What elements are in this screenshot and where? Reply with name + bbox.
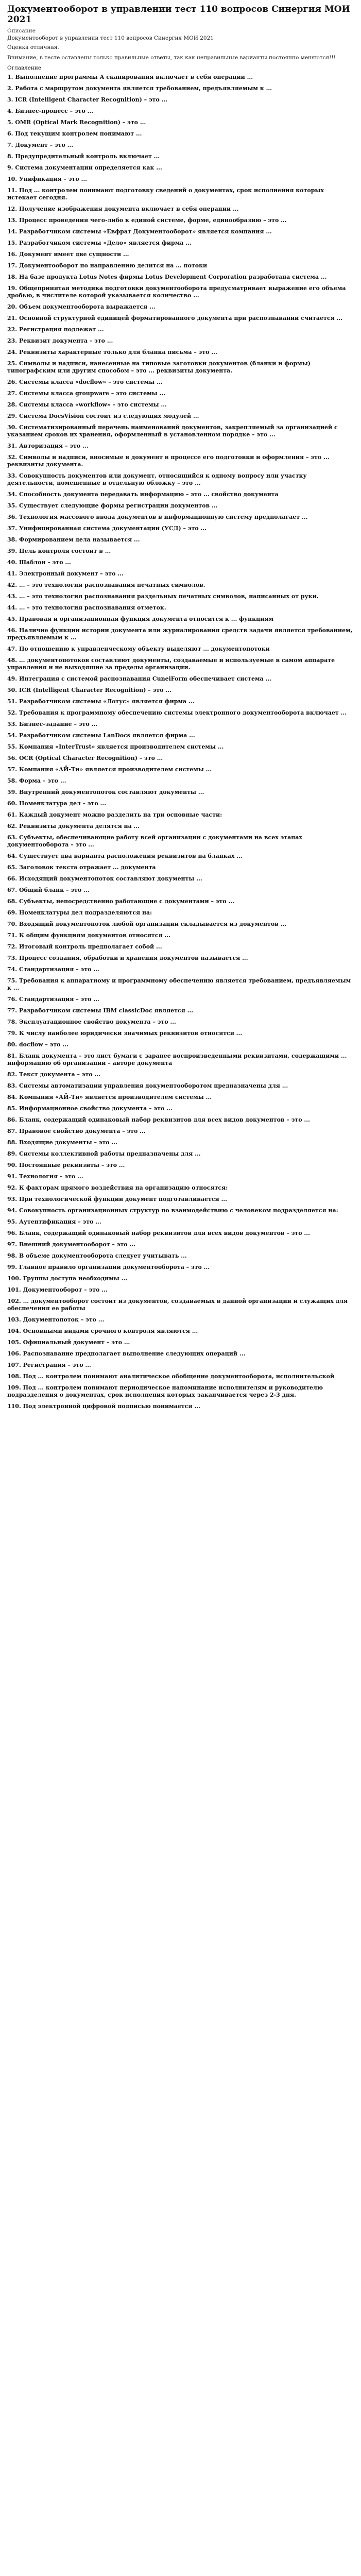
question-item[interactable]: 63. Субъекты, обеспечивающие работу всей организации с документами на всех этапах документооборота – это ... — [7, 834, 302, 848]
question-item[interactable]: 87. Правовое свойство документа – это ... — [7, 1128, 146, 1134]
question-item[interactable]: 98. В объеме документооборота следует учитывать ... — [7, 1252, 187, 1259]
description-label: Описание — [7, 28, 36, 34]
question-item[interactable]: 109. Под ... контролем понимают периодическое напоминание исполнителям и руководителю подразделения о документах, срок исполнения которых заканчивается через 2-3 дня. — [7, 1384, 323, 1398]
question-item[interactable]: 86. Бланк, содержащий одинаковый набор реквизитов для всех видов документов – это ... — [7, 1116, 310, 1123]
question-item[interactable]: 20. Объем документооборота выражается ... — [7, 303, 156, 310]
question-item[interactable]: 59. Внутренний документопоток составляют документы ... — [7, 789, 204, 795]
question-item[interactable]: 66. Исходящий документопоток составляют документы ... — [7, 875, 202, 882]
question-item[interactable]: 70. Входящий документопоток любой организации складывается из документов ... — [7, 921, 287, 927]
question-item[interactable]: 52. Требования к программному обеспечению системы электронного документооборота включает ... — [7, 709, 347, 716]
question-item[interactable]: 13. Процесс проведения чего-либо к единой системе, форме, единообразию – это ... — [7, 217, 287, 224]
question-item[interactable]: 21. Основной структурной единицей форматированного документа при распознавании считается ... — [7, 315, 342, 321]
question-item[interactable]: 88. Входящие документы – это ... — [7, 1139, 117, 1146]
question-item[interactable]: 104. Основными видами срочного контроля являются ... — [7, 1328, 198, 1334]
toc-heading: Оглавление — [7, 65, 42, 71]
question-item[interactable]: 100. Группы доступа необходимы ... — [7, 1275, 128, 1282]
question-item[interactable]: 19. Общепринятая методика подготовки документооборота предусматривает выражение его объема дробью, в числителе которой указывается количество ... — [7, 285, 346, 299]
question-item[interactable]: 10. Унификация – это ... — [7, 176, 87, 182]
question-item[interactable]: 50. ICR (Intelligent Character Recognition) – это ... — [7, 687, 171, 693]
question-item[interactable]: 81. Бланк документа – это лист бумаги с заранее воспроизведенными реквизитами, содержащими ... информацию об организации – авторе документа — [7, 1053, 347, 1066]
question-item[interactable]: 4. Бизнес-процесс – это ... — [7, 108, 94, 114]
description-text: Документооборот в управлении тест 110 вопросов Синергия МОИ 2021 — [7, 35, 214, 41]
page-title: Документооборот в управлении тест 110 вопросов Синергия МОИ 2021 — [7, 4, 350, 25]
question-item[interactable]: 49. Интеграция с системой распознавания CuneiForm обеспечивает система ... — [7, 675, 271, 682]
question-item[interactable]: 24. Реквизиты характерные только для бланка письма – это ... — [7, 349, 217, 355]
warning-note: Внимание, в тесте оставлены только правильные ответы, так как неправильные варианты постоянно меняются!!! — [7, 55, 336, 61]
question-item[interactable]: 96. Бланк, содержащий одинаковый набор реквизитов для всех видов документов – это ... — [7, 1230, 310, 1236]
question-item[interactable]: 12. Получение изображения документа включает в себя операции ... — [7, 206, 239, 212]
question-item[interactable]: 54. Разработчиком системы LanDocs является фирма ... — [7, 732, 195, 739]
question-item[interactable]: 6. Под текущим контролем понимают ... — [7, 130, 142, 137]
question-item[interactable]: 1. Выполнение программы А сканирования включает в себя операции ... — [7, 74, 253, 80]
question-item[interactable]: 79. К числу наиболее юридически значимых реквизитов относятся ... — [7, 1030, 243, 1037]
question-list — [7, 74, 354, 1410]
question-item[interactable]: 62. Реквизиты документа делятся на ... — [7, 823, 140, 829]
question-item[interactable]: 27. Системы класса groupware – это системы ... — [7, 390, 165, 397]
question-item[interactable]: 58. Форма – это ... — [7, 777, 66, 784]
question-item[interactable]: 108. Под ... контролем понимают аналитическое обобщение документооборота, исполнительской — [7, 1373, 335, 1380]
question-item[interactable]: 105. Официальный документ – это ... — [7, 1339, 130, 1346]
question-item[interactable]: 3. ICR (Intelligent Character Recognition) – это ... — [7, 96, 168, 103]
question-item[interactable]: 23. Реквизит документа – это ... — [7, 337, 113, 344]
question-item[interactable]: 61. Каждый документ можно разделить на три основные части: — [7, 811, 222, 818]
question-item[interactable]: 95. Аутентификация – это ... — [7, 1218, 101, 1225]
question-item[interactable]: 76. Стандартизация – это ... — [7, 996, 99, 1003]
question-item[interactable]: 103. Документопоток – это ... — [7, 1316, 105, 1323]
question-item[interactable]: 14. Разработчиком системы «Евфрат Документооборот» является компания ... — [7, 228, 272, 235]
question-item[interactable]: 16. Документ имеет две сущности ... — [7, 251, 129, 258]
question-item[interactable]: 11. Под ... контролем понимают подготовку сведений о документах, срок исполнения которых истекает сегодня. — [7, 187, 324, 201]
question-item[interactable]: 110. Под электронной цифровой подписью понимается ... — [7, 1403, 200, 1410]
question-item[interactable]: 99. Главное правило организации документооборота – это ... — [7, 1264, 210, 1270]
question-item[interactable]: 57. Компания «АЙ-Ти» является производителем системы ... — [7, 766, 212, 773]
question-item[interactable]: 7. Документ – это ... — [7, 142, 74, 148]
grade-label: Оценка отличная. — [7, 44, 59, 50]
question-item[interactable]: 60. Номенклатура дел – это ... — [7, 800, 107, 807]
question-item[interactable]: 46. Наличие функции истории документа или журналирования средств задачи является требованием, предъявляемым к ... — [7, 627, 353, 641]
question-item[interactable]: 69. Номенклатуры дел подразделяются на: — [7, 909, 152, 916]
question-item[interactable]: 107. Регистрация – это ... — [7, 1362, 91, 1368]
question-item[interactable]: 48. ... документопотоков составляют документы, создаваемые и используемые в самом аппарате управления и не выходящие за пределы организации. — [7, 657, 335, 671]
question-item[interactable]: 71. К общим функциям документов относятся ... — [7, 932, 170, 939]
question-item[interactable]: 40. Шаблон – это ... — [7, 559, 71, 566]
question-item[interactable]: 93. При технологической функции документ подготавливается ... — [7, 1196, 227, 1202]
question-item[interactable]: 30. Систематизированный перечень наименований документов, закрепляемый за организацией с указанием сроков их хранения, оформленный в установленном порядке – это ... — [7, 424, 338, 438]
question-item[interactable]: 41. Электронный документ – это ... — [7, 570, 124, 577]
question-item[interactable]: 39. Цель контроля состоит в ... — [7, 548, 111, 554]
question-item[interactable]: 97. Внешний документооборот – это ... — [7, 1241, 135, 1248]
question-item[interactable]: 51. Разработчиком системы «Лотус» является фирма ... — [7, 698, 195, 705]
question-item[interactable]: 25. Символы и надписи, нанесенные на типовые заготовки документов (бланки и формы) типографским или другим способом – это ... реквизиты документа. — [7, 360, 311, 374]
question-item[interactable]: 33. Совокупность документов или документ, относящийся к одному вопросу или участку деятельности, помещенные в отдельную обложку – это ... — [7, 472, 307, 486]
question-item[interactable]: 43. ... – это технология распознавания раздельных печатных символов, написанных от руки. — [7, 593, 319, 600]
question-item[interactable]: 26. Системы класса «docflow» – это системы ... — [7, 379, 163, 385]
question-item[interactable]: 80. docflow – это ... — [7, 1041, 68, 1048]
question-item[interactable]: 94. Совокупность организационных структур по взаимодействию с человеком подразделяется на: — [7, 1207, 338, 1214]
question-item[interactable]: 84. Компания «АЙ-Ти» является производителем системы ... — [7, 1094, 212, 1100]
question-item[interactable]: 37. Унифицированная система документации (УСД) – это ... — [7, 525, 207, 532]
question-item[interactable]: 53. Бизнес-задание – это ... — [7, 721, 98, 727]
question-item[interactable]: 29. Система DocsVision состоит из следующих модулей ... — [7, 413, 199, 419]
question-item[interactable]: 18. На базе продукта Lotus Notes фирмы Lotus Development Corporation разработана система ... — [7, 274, 327, 280]
question-item[interactable]: 92. К факторам прямого воздействия на организацию относятся: — [7, 1184, 228, 1191]
question-item[interactable]: 89. Системы коллективной работы предназначены для ... — [7, 1150, 201, 1157]
question-item[interactable]: 85. Информационное свойство документа – это ... — [7, 1105, 173, 1112]
question-item[interactable]: 17. Документооборот по направлению делится на ... потоки — [7, 262, 208, 269]
question-item[interactable]: 83. Системы автоматизации управления документооборотом предназначены для ... — [7, 1082, 288, 1089]
question-item[interactable]: 82. Текст документа – это ... — [7, 1071, 100, 1078]
question-item[interactable]: 72. Итоговый контроль предполагает собой ... — [7, 943, 162, 950]
question-item[interactable]: 73. Процесс создания, обработки и хранения документов называется ... — [7, 955, 248, 961]
question-item[interactable]: 68. Субъекты, непосредственно работающие с документами – это ... — [7, 898, 234, 905]
question-item[interactable]: 8. Предупредительный контроль включает ... — [7, 153, 160, 160]
question-item[interactable]: 42. ... – это технология распознавания печатных символов. — [7, 582, 205, 588]
question-item[interactable]: 91. Технология – это ... — [7, 1173, 83, 1180]
question-item[interactable]: 9. Система документации определяется как ... — [7, 164, 162, 171]
question-item[interactable]: 65. Заголовок текста отражает ... документа — [7, 864, 156, 871]
question-item[interactable]: 22. Регистрация подлежат ... — [7, 326, 104, 333]
question-item[interactable]: 2. Работа с маршрутом документа является требованием, предъявляемым к ... — [7, 85, 272, 92]
question-item[interactable]: 15. Разработчиком системы «Дело» является фирма ... — [7, 240, 192, 246]
question-item[interactable]: 75. Требования к аппаратному и программному обеспечению является требованием, предъявляемым к ... — [7, 977, 351, 991]
question-item[interactable]: 90. Постоянные реквизиты – это ... — [7, 1162, 125, 1168]
question-item[interactable]: 36. Технология массового ввода документов в информационную систему предполагает ... — [7, 514, 308, 520]
question-item[interactable]: 55. Компания «InterTrust» является производителем системы ... — [7, 743, 224, 750]
question-item[interactable]: 74. Стандартизация – это ... — [7, 966, 99, 973]
question-item[interactable]: 31. Авторизация – это ... — [7, 443, 89, 449]
question-item[interactable]: 78. Эксплуатационное свойство документа – это ... — [7, 1019, 176, 1025]
question-item[interactable]: 35. Существует следующие формы регистрации документов ... — [7, 502, 218, 509]
question-item[interactable]: 34. Способность документа передавать информацию – это ... свойство документа — [7, 491, 279, 498]
question-item[interactable]: 32. Символы и надписи, вносимые в документ в процессе его подготовки и оформления – это ... реквизиты документа. — [7, 454, 330, 468]
question-item[interactable]: 47. По отношению к управленческому объекту выделяют ... документопотоки — [7, 646, 270, 652]
question-item[interactable]: 45. Правовая и организационная функция документа относится к ... функциям — [7, 616, 274, 622]
question-item[interactable]: 28. Системы класса «workflow» – это системы ... — [7, 401, 167, 408]
question-item[interactable]: 64. Существует два варианта расположения реквизитов на бланках ... — [7, 853, 243, 859]
question-item[interactable]: 106. Распознавание предполагает выполнение следующих операций ... — [7, 1350, 246, 1357]
question-item[interactable]: 5. OMR (Optical Mark Recognition) – это ... — [7, 119, 146, 126]
question-item[interactable]: 38. Формированием дела называется ... — [7, 536, 140, 543]
question-item[interactable]: 44. ... – это технология распознавания отметок. — [7, 604, 166, 611]
question-item[interactable]: 56. OCR (Optical Character Recognition) – это ... — [7, 755, 163, 761]
question-item[interactable]: 67. Общий бланк – это ... — [7, 887, 90, 893]
question-item[interactable]: 77. Разработчиком системы IBM classicDoc является ... — [7, 1007, 194, 1014]
question-item[interactable]: 101. Документооборот – это ... — [7, 1286, 108, 1293]
question-item[interactable]: 102. ... документооборот состоит из документов, создаваемых в данной организации и служащих для обеспечения ее работы — [7, 1298, 348, 1312]
